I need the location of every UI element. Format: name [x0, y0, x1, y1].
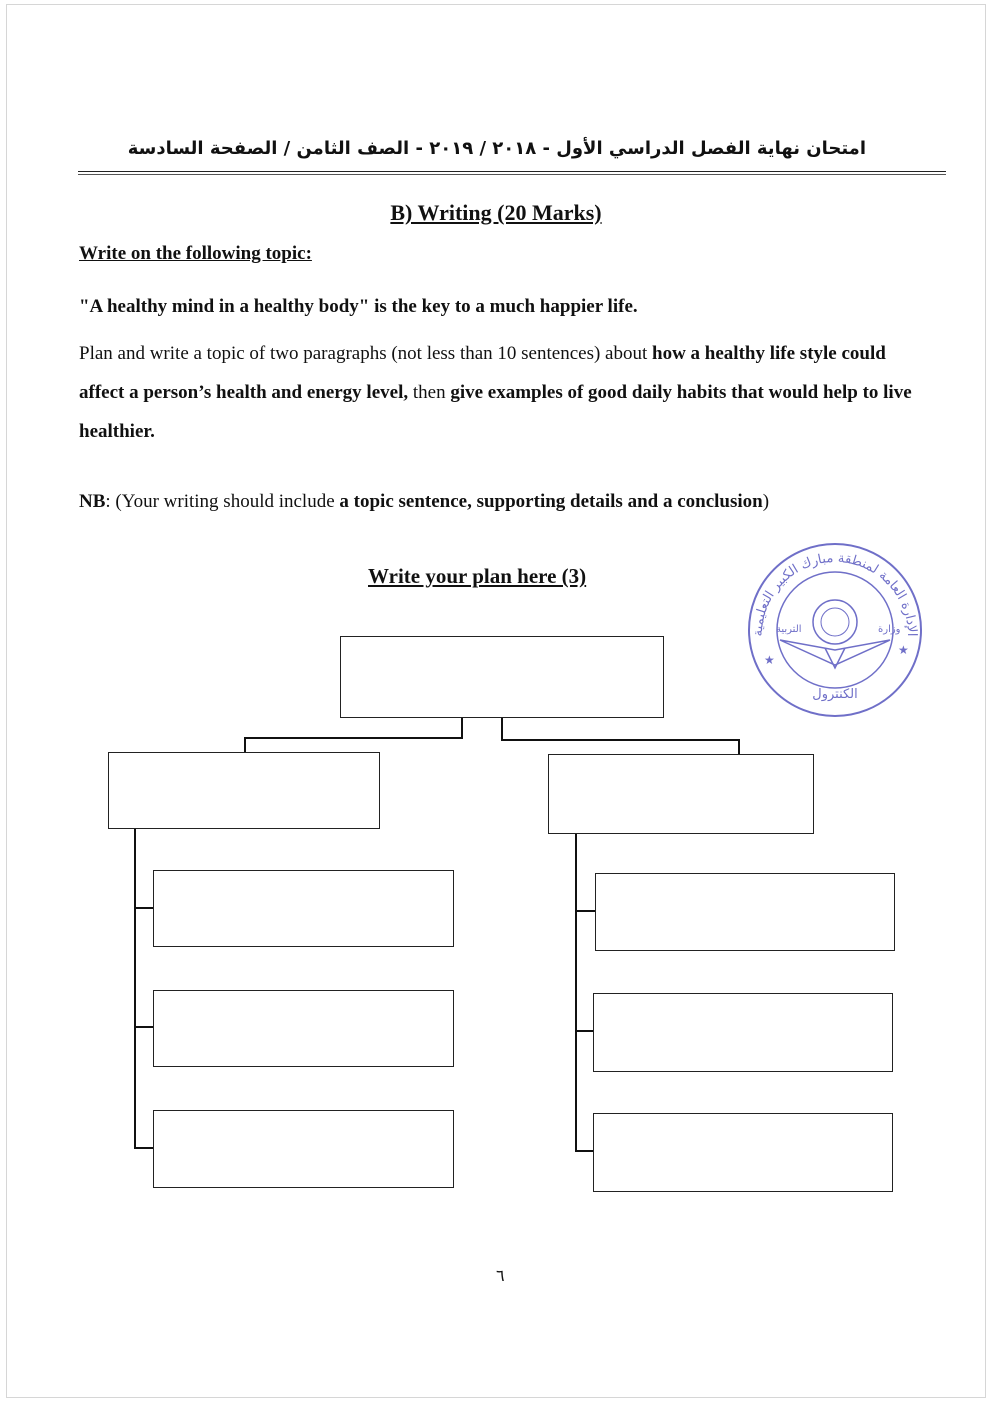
- connector: [134, 829, 136, 1149]
- exam-header: امتحان نهاية الفصل الدراسي الأول - ٢٠١٨ / ٢٠١٩ - الصف الثامن / الصفحة السادسة: [127, 138, 866, 159]
- instruction-heading: Write on the following topic:: [79, 243, 312, 264]
- prompt-text-1: Plan and write a topic of two paragraphs (not less than 10 sentences) about: [79, 343, 653, 364]
- seal-bottom-text: الكنترول: [812, 687, 858, 702]
- prompt-bold-1: how a healthy life style could affect a person’s health and energy level,: [79, 343, 886, 403]
- seal-inner-left: وزارة: [878, 624, 901, 635]
- seal-outer-text: الإدارة العامة لمنطقة مبارك الكبير التعليمية: [750, 550, 920, 637]
- prompt-paragraph: [79, 334, 919, 451]
- prompt-bold-2: give examples of good daily habits that would help to live healthier.: [79, 382, 912, 442]
- plan-right-detail-box: [593, 993, 893, 1072]
- plan-right-detail-box: [593, 1113, 893, 1192]
- plan-left-detail-box: [153, 990, 454, 1067]
- header-rule-thin: [78, 174, 946, 175]
- nb-note: [79, 491, 769, 513]
- seal-inner-right: التربية: [776, 624, 802, 635]
- header-rule: [78, 171, 946, 172]
- connector: [575, 1150, 594, 1152]
- connector: [575, 910, 596, 912]
- connector: [738, 739, 740, 755]
- plan-left-box: [108, 752, 380, 829]
- page-number: ٦: [496, 1266, 505, 1285]
- plan-left-detail-box: [153, 1110, 454, 1188]
- plan-right-detail-box: [595, 873, 895, 951]
- nb-text-1: : (Your writing should include: [105, 491, 340, 512]
- section-title: B) Writing (20 Marks): [390, 200, 602, 225]
- connector: [134, 1026, 154, 1028]
- section-title-wrap: [0, 200, 992, 226]
- nb-bold: a topic sentence, supporting details and a conclusion: [339, 491, 763, 512]
- connector: [134, 1147, 154, 1149]
- connector: [501, 718, 503, 740]
- prompt-text-2: then: [408, 382, 451, 403]
- seal-star-left-icon: ★: [764, 653, 775, 667]
- plan-main-box: [340, 636, 664, 718]
- official-seal: [740, 540, 930, 720]
- nb-text-2: ): [762, 491, 770, 512]
- plan-right-box: [548, 754, 814, 834]
- connector: [134, 907, 154, 909]
- connector: [575, 1030, 594, 1032]
- connector: [461, 718, 463, 738]
- connector: [575, 834, 577, 1152]
- nb-label: NB: [79, 491, 106, 512]
- plan-left-detail-box: [153, 870, 454, 947]
- connector: [244, 737, 246, 753]
- plan-title: Write your plan here (3): [368, 564, 587, 588]
- seal-star-right-icon: ★: [898, 643, 909, 657]
- connector: [501, 739, 740, 741]
- topic-quote: "A healthy mind in a healthy body" is the key to a much happier life.: [79, 296, 638, 317]
- connector: [244, 737, 463, 739]
